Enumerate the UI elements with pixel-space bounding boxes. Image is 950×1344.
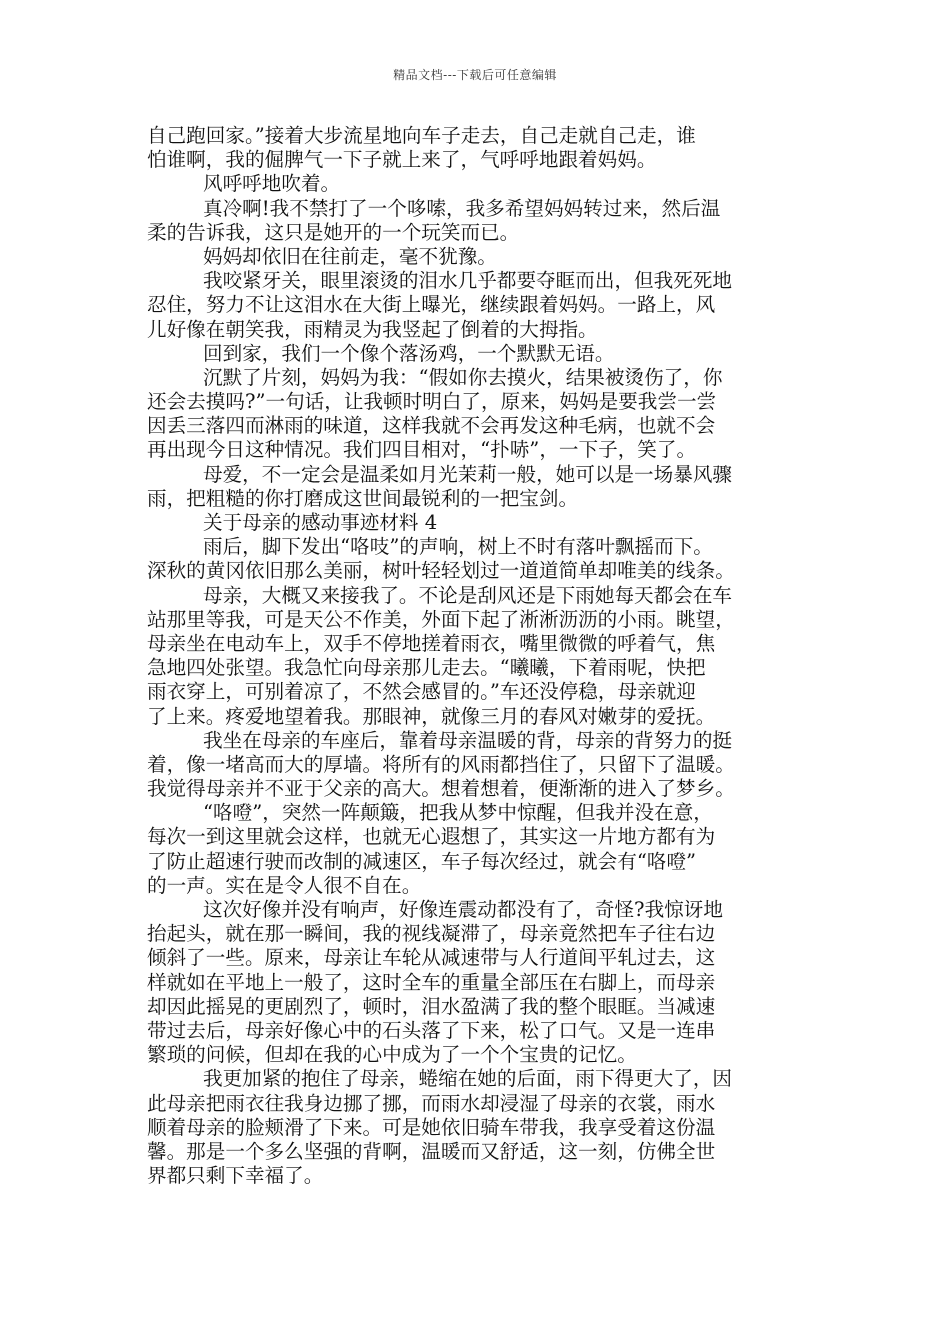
text-line: 样就如在平地上一般了，这时全车的重量全部压在右脚上，而母亲 xyxy=(147,970,716,994)
text-line: 我坐在母亲的车座后，靠着母亲温暖的背，母亲的背努力的挺 xyxy=(203,728,733,752)
text-line: “咯噔”，突然一阵颠簸，把我从梦中惊醒，但我并没在意， xyxy=(203,801,713,825)
text-line: 自己跑回家。”接着大步流星地向车子走去，自己走就自己走，谁 xyxy=(147,124,696,147)
text-line: 雨后，脚下发出“咯吱”的声响，树上不时有落叶飘摇而下。 xyxy=(203,535,713,559)
text-line: 馨。那是一个多么坚强的背啊，温暖而又舒适，这一刻，仿佛全世 xyxy=(147,1139,716,1163)
text-line: 关于母亲的感动事迹材料 4 xyxy=(203,511,438,534)
text-line: 妈妈却依旧在往前走，毫不犹豫。 xyxy=(203,244,497,268)
text-line: 了防止超速行驶而改制的减速区，车子每次经过，就会有“咯噔” xyxy=(147,849,697,873)
text-line: 急地四处张望。我急忙向母亲那儿走去。“曦曦，下着雨呢，快把 xyxy=(147,656,706,680)
text-line: 我觉得母亲并不亚于父亲的高大。想着想着，便渐渐的进入了梦乡。 xyxy=(147,777,735,801)
text-line: 怕谁啊，我的倔脾气一下子就上来了，气呼呼地跟着妈妈。 xyxy=(147,148,657,172)
document-body xyxy=(147,124,807,1188)
text-line: 母爱，不一定会是温柔如月光茉莉一般，她可以是一场暴风骤 xyxy=(203,462,733,486)
text-line: 忍住，努力不让这泪水在大街上曝光，继续跟着妈妈。一路上，风 xyxy=(147,293,716,317)
text-line: 这次好像并没有响声，好像连震动都没有了，奇怪?我惊讶地 xyxy=(203,898,723,921)
text-line: 还会去摸吗?”一句话，让我顿时明白了，原来，妈妈是要我尝一尝 xyxy=(147,390,717,414)
text-line: 雨衣穿上，可别着凉了，不然会感冒的。”车还没停稳，母亲就迎 xyxy=(147,680,696,704)
text-line: 带过去后，母亲好像心中的石头落了下来，松了口气。又是一连串 xyxy=(147,1018,716,1042)
text-line: 风呼呼地吹着。 xyxy=(203,172,341,196)
text-line: 抬起头，就在那一瞬间，我的视线凝滞了，母亲竟然把车子往右边 xyxy=(147,922,716,946)
text-line: 却因此摇晃的更剧烈了，顿时，泪水盈满了我的整个眼眶。当减速 xyxy=(147,994,716,1018)
text-line: 我更加紧的抱住了母亲，蜷缩在她的后面，雨下得更大了，因 xyxy=(203,1067,733,1091)
text-line: 了上来。疼爱地望着我。那眼神，就像三月的春风对嫩芽的爱抚。 xyxy=(147,704,716,728)
text-line: 深秋的黄冈依旧那么美丽，树叶轻轻划过一道道简单却唯美的线条。 xyxy=(147,559,735,583)
text-line: 儿好像在朝笑我，雨精灵为我竖起了倒着的大拇指。 xyxy=(147,317,598,341)
text-line: 的一声。实在是令人很不自在。 xyxy=(147,873,422,897)
text-line: 再出现今日这种情况。我们四目相对，“扑哧”，一下子，笑了。 xyxy=(147,438,697,462)
text-line: 我咬紧牙关，眼里滚烫的泪水几乎都要夺眶而出，但我死死地 xyxy=(203,269,733,293)
text-line: 界都只剩下幸福了。 xyxy=(147,1164,324,1188)
text-line: 倾斜了一些。原来，母亲让车轮从减速带与人行道间平轧过去，这 xyxy=(147,946,716,970)
text-line: 着，像一堵高而大的厚墙。将所有的风雨都挡住了，只留下了温暖。 xyxy=(147,752,735,776)
text-line: 顺着母亲的脸颊滑了下来。可是她依旧骑车带我，我享受着这份温 xyxy=(147,1115,716,1139)
text-line: 沉默了片刻，妈妈为我：“假如你去摸火，结果被烫伤了，你 xyxy=(203,365,723,389)
text-line: 回到家，我们一个像个落汤鸡，一个默默无语。 xyxy=(203,341,615,365)
text-line: 母亲坐在电动车上，双手不停地搓着雨衣，嘴里微微的呼着气，焦 xyxy=(147,631,716,655)
text-line: 此母亲把雨衣往我身边挪了挪，而雨水却浸湿了母亲的衣裳，雨水 xyxy=(147,1091,716,1115)
text-line: 繁琐的问候，但却在我的心中成为了一个个宝贵的记忆。 xyxy=(147,1043,637,1067)
text-line: 柔的告诉我，这只是她开的一个玩笑而已。 xyxy=(147,220,520,244)
text-line: 母亲，大概又来接我了。不论是刮风还是下雨她每天都会在车 xyxy=(203,583,733,607)
text-line: 因丢三落四而淋雨的味道，这样我就不会再发这种毛病，也就不会 xyxy=(147,414,716,438)
text-line: 每次一到这里就会这样，也就无心遐想了，其实这一片地方都有为 xyxy=(147,825,716,849)
text-line: 真冷啊!我不禁打了一个哆嗦，我多希望妈妈转过来，然后温 xyxy=(203,196,721,220)
text-line: 站那里等我，可是天公不作美，外面下起了淅淅沥沥的小雨。眺望， xyxy=(147,607,735,631)
page-header: 精品文档---下载后可任意编辑 xyxy=(393,68,557,82)
text-line: 雨，把粗糙的你打磨成这世间最锐利的一把宝剑。 xyxy=(147,486,579,510)
